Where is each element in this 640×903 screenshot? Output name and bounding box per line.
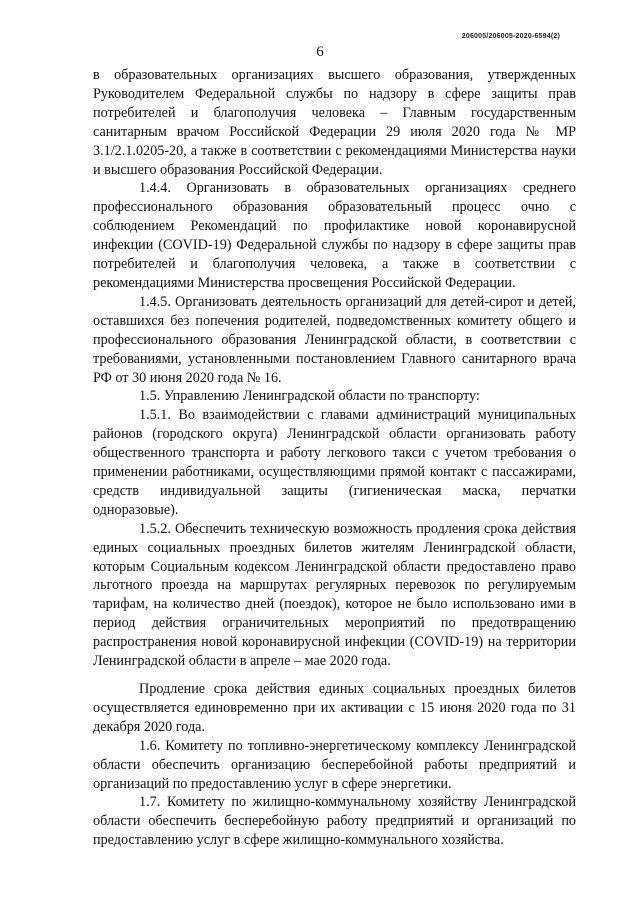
paragraph-1-4-4: 1.4.4. Организовать в образовательных организациях среднего профессионального образования образовательный процесс очно с соблюдением Рекомендаций по профилактике новой коронавирусной инфекции (COVID-19) Федеральной службы по надзору в сфере защиты прав потребителей и благополучия человека, а также в соответствии с рекомендациями Министерства просвещения Российской Федерации. xyxy=(93,180,576,291)
paragraph-1-5-1: 1.5.1. Во взаимодействии с главами администраций муниципальных районов (городского округа) Ленинградской области организовать работу общественного транспорта и работу легкового такси с учетом требования о применении работниками, осуществляющими прямой контакт с пассажирами, средств индивидуальной защиты (гигиеническая маска, перчатки одноразовые). xyxy=(93,407,576,518)
paragraph-ticket-extension: Продление срока действия единых социальных проездных билетов осуществляется единовременно при их активации с 15 июня 2020 года по 31 декабря 2020 года. xyxy=(93,681,576,735)
document-body xyxy=(93,66,576,850)
paragraph-1-7: 1.7. Комитету по жилищно-коммунальному хозяйству Ленинградской области обеспечить бесперебойную работу предприятий и организаций по предоставлению услуг в сфере жилищно-коммунального хозяйства. xyxy=(93,794,576,849)
document-id: 206005/206005-2020-6594(2) xyxy=(461,33,560,40)
paragraph-1-4-5: 1.4.5. Организовать деятельность организаций для детей-сирот и детей, оставшихся без попечения родителей, подведомственных комитету общего и профессионального образования Ленинградской области, в соответствии с требованиями, установленными постановлением Главного санитарного врача РФ от 30 июня 2020 года № 16. xyxy=(93,293,576,386)
paragraph-1-5: 1.5. Управлению Ленинградской области по транспорту: xyxy=(139,388,480,405)
paragraph-continuation: в образовательных организациях высшего образования, утвержденных Руководителем Федеральной службы по надзору в сфере защиты прав потребителей и благополучия человека – Главным государственным санитарным врачом Российской Федерации 29 июля 2020 года № МР 3.1/2.1.0205-20, а также в соответствии с рекомендациями Министерства науки и высшего образования Российской Федерации. xyxy=(93,67,576,178)
paragraph-1-6: 1.6. Комитету по топливно-энергетическому комплексу Ленинградской области обеспечить организацию бесперебойной работы предприятий и организаций по предоставлению услуг в сфере энергетики. xyxy=(93,737,576,792)
page-number: 6 xyxy=(316,44,324,60)
paragraph-1-5-2: 1.5.2. Обеспечить техническую возможность продления срока действия единых социальных проездных билетов жителям Ленинградской области, которым Социальным кодексом Ленинградской области предоставлено право льготного проезда на маршрутах регулярных перевозок по регулируемым тарифам, на количество дней (поездок), которое не было использовано ими в период действия ограничительных мероприятий по предотвращению распространения новой коронавирусной инфекции (COVID-19) на территории Ленинградской области в апреле – мае 2020 года. xyxy=(93,520,576,670)
